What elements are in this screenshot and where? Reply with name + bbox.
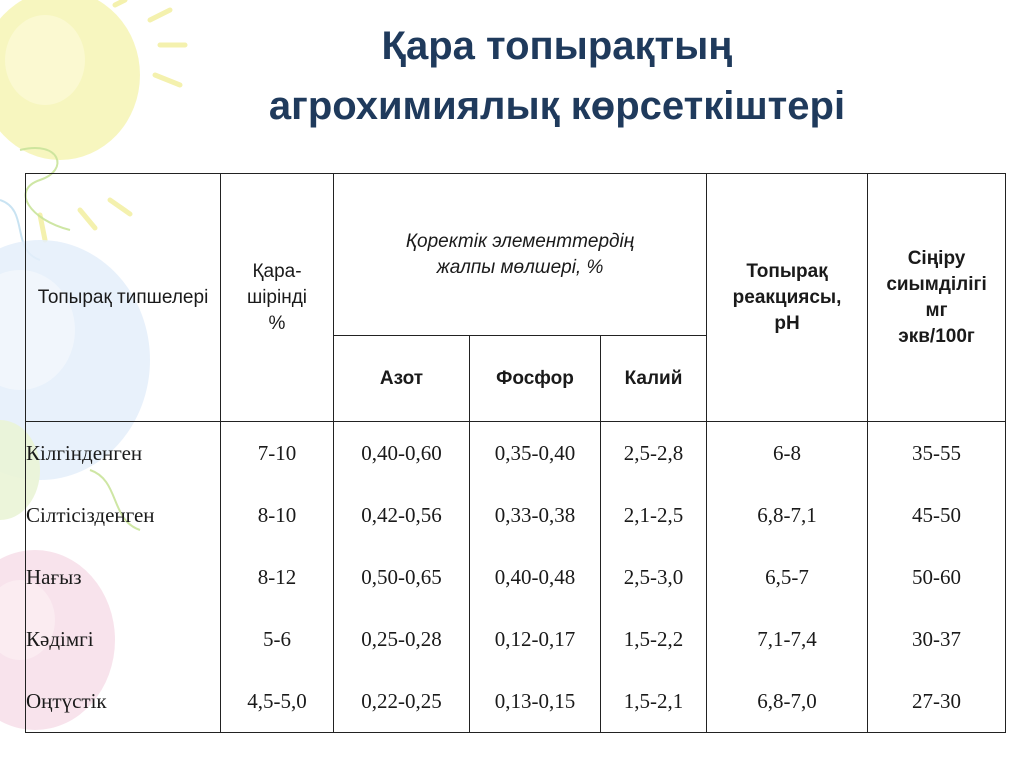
table-cell: 0,42-0,56 <box>361 503 442 527</box>
table-cell: 0,35-0,40 <box>494 441 576 465</box>
header-nutrients-line2: жалпы мөлшері, % <box>436 256 604 278</box>
column-potassium <box>601 422 707 733</box>
page-title <box>0 16 1024 136</box>
column-nitrogen <box>334 422 470 733</box>
column-soil-type <box>26 422 221 733</box>
table-cell: Нағыз <box>26 565 82 589</box>
table-cell: 4,5-5,0 <box>247 689 307 713</box>
table-cell: 6,8-7,1 <box>757 503 817 527</box>
header-reaction-line3: рН <box>774 312 800 334</box>
header-absorption-line2: сиымділігі <box>886 273 987 295</box>
table-body-row <box>26 422 1006 733</box>
table-cell: 1,5-2,1 <box>623 689 684 713</box>
header-phosphorus: Фосфор <box>470 336 601 422</box>
header-absorption-line4: экв/100г <box>898 325 975 347</box>
table-cell: 6,8-7,0 <box>757 689 817 713</box>
header-absorption <box>868 174 1006 422</box>
column-ph <box>707 422 868 733</box>
table-cell: 7,1-7,4 <box>757 627 817 651</box>
header-humus <box>221 174 334 422</box>
table-cell: 35-55 <box>912 441 962 465</box>
header-soil-types <box>26 174 221 422</box>
header-reaction-line1: Топырақ <box>746 260 828 282</box>
header-nutrients-line1: Қоректік элементтердің <box>405 230 635 252</box>
table-cell: Кәдімгі <box>26 627 94 651</box>
table-cell: 0,22-0,25 <box>361 689 442 713</box>
title-line-1: Қара топырақтың <box>381 24 733 68</box>
column-absorption <box>868 422 1006 733</box>
header-humus-line1: Қара- <box>252 260 302 282</box>
table-cell: 2,1-2,5 <box>623 503 684 527</box>
header-potassium: Калий <box>601 336 707 422</box>
table-cell: 2,5-2,8 <box>623 441 684 465</box>
agrochemical-table <box>25 173 1006 733</box>
column-humus <box>221 422 334 733</box>
header-nutrients <box>334 174 707 336</box>
table-cell: 6,5-7 <box>765 565 809 589</box>
table-cell: 0,25-0,28 <box>361 627 442 651</box>
table-cell: 27-30 <box>912 689 962 713</box>
table-cell: 7-10 <box>257 441 297 465</box>
table-cell: 0,50-0,65 <box>361 565 442 589</box>
header-absorption-line3: мг <box>925 299 948 321</box>
table-cell: 50-60 <box>912 565 962 589</box>
column-phosphorus <box>470 422 601 733</box>
table-cell: Сілтісізденген <box>26 503 155 527</box>
table-cell: Оңтүстік <box>26 689 107 713</box>
table-cell: 1,5-2,2 <box>623 627 684 651</box>
table-cell: 6-8 <box>773 441 802 465</box>
table-cell: 30-37 <box>912 627 962 651</box>
table-cell: 0,40-0,48 <box>494 565 576 589</box>
table-cell: 0,12-0,17 <box>494 627 576 651</box>
header-reaction-line2: реакциясы, <box>732 286 842 308</box>
header-nitrogen: Азот <box>334 336 470 422</box>
title-line-2: агрохимиялық көрсеткіштері <box>268 84 846 128</box>
table-cell: 0,40-0,60 <box>361 441 442 465</box>
header-humus-line3: % <box>268 312 286 334</box>
header-reaction <box>707 174 868 422</box>
header-absorption-line1: Сіңіру <box>907 247 966 269</box>
header-soil-types-label: Топырақ типшелері <box>37 286 209 308</box>
table-cell: 45-50 <box>912 503 962 527</box>
table-cell: 8-10 <box>257 503 297 527</box>
table-cell: 5-6 <box>263 627 291 651</box>
table-cell: 0,33-0,38 <box>494 503 576 527</box>
table-cell: 0,13-0,15 <box>494 689 576 713</box>
table-cell: 8-12 <box>257 565 297 589</box>
header-humus-line2: шірінді <box>246 286 308 308</box>
table-cell: 2,5-3,0 <box>623 565 684 589</box>
table-cell: Кілгінденген <box>26 441 143 465</box>
